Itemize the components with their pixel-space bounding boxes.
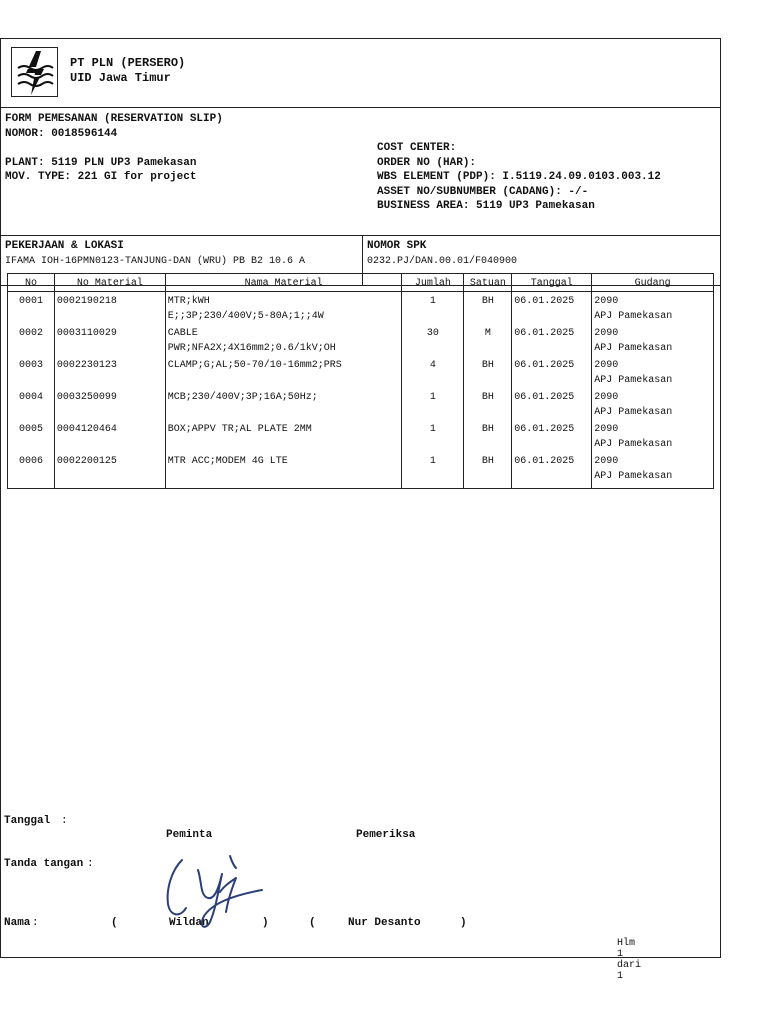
tanggal-colon: : bbox=[61, 815, 68, 827]
document-header bbox=[1, 39, 720, 108]
row-quantity: 4 bbox=[402, 356, 464, 388]
open-paren-peminta: ( bbox=[111, 917, 118, 929]
row-material-name bbox=[165, 292, 402, 325]
material-name-line: PWR;NFA2X;4X16mm2;0.6/1kV;OH bbox=[167, 343, 336, 354]
movement-type-field: MOV. TYPE: 221 GI for project bbox=[5, 171, 197, 183]
warehouse-code: 2090 bbox=[594, 392, 619, 403]
tanda-tangan-label: Tanda tangan bbox=[4, 858, 84, 870]
row-unit: BH bbox=[464, 356, 512, 388]
spk-block bbox=[367, 239, 517, 269]
row-material-no: 0003110029 bbox=[54, 324, 165, 356]
row-material-name bbox=[165, 356, 402, 388]
column-header-warehouse: Gudang bbox=[592, 274, 714, 292]
row-no: 0002 bbox=[8, 324, 55, 356]
nama-colon: : bbox=[32, 917, 39, 929]
nama-label: Nama bbox=[4, 917, 31, 929]
open-paren-pemeriksa: ( bbox=[309, 917, 316, 929]
reservation-number: NOMOR: 0018596144 bbox=[5, 127, 118, 140]
order-no-field: ORDER NO (HAR): bbox=[377, 156, 477, 169]
table-row bbox=[8, 324, 714, 356]
pemeriksa-label: Pemeriksa bbox=[356, 829, 416, 841]
row-no: 0006 bbox=[8, 452, 55, 488]
peminta-name: Wildan bbox=[169, 917, 209, 929]
row-no: 0001 bbox=[8, 292, 55, 325]
material-name-line: BOX;APPV TR;AL PLATE 2MM bbox=[167, 424, 312, 435]
row-date: 06.01.2025 bbox=[512, 420, 592, 452]
material-name-line: E;;3P;230/400V;5-80A;1;;4W bbox=[167, 311, 324, 322]
form-title: FORM PEMESANAN (RESERVATION SLIP) bbox=[5, 113, 223, 125]
close-paren-peminta: ) bbox=[262, 917, 269, 929]
warehouse-name: APJ Pamekasan bbox=[594, 311, 673, 322]
row-no: 0004 bbox=[8, 388, 55, 420]
row-material-name bbox=[165, 324, 402, 356]
column-header-date: Tanggal bbox=[512, 274, 592, 292]
row-unit: BH bbox=[464, 420, 512, 452]
row-warehouse bbox=[592, 324, 714, 356]
peminta-label: Peminta bbox=[166, 829, 213, 841]
column-header-material-no: No Material bbox=[54, 274, 165, 292]
table-row bbox=[8, 356, 714, 388]
row-date: 06.01.2025 bbox=[512, 356, 592, 388]
column-header-quantity: Jumlah bbox=[402, 274, 464, 292]
row-unit: BH bbox=[464, 452, 512, 488]
row-warehouse bbox=[592, 420, 714, 452]
row-unit: M bbox=[464, 324, 512, 356]
material-name-line: MTR ACC;MODEM 4G LTE bbox=[167, 456, 288, 467]
row-material-name bbox=[165, 388, 402, 420]
row-warehouse bbox=[592, 356, 714, 388]
close-paren-pemeriksa: ) bbox=[460, 917, 467, 929]
work-location-label: PEKERJAAN & LOKASI bbox=[5, 240, 124, 252]
warehouse-code: 2090 bbox=[594, 296, 619, 307]
column-header-material-name: Nama Material bbox=[165, 274, 402, 292]
row-material-name bbox=[165, 420, 402, 452]
warehouse-name: APJ Pamekasan bbox=[594, 343, 673, 354]
reservation-slip-document bbox=[0, 38, 721, 958]
table-row bbox=[8, 420, 714, 452]
tanda-tangan-colon: : bbox=[87, 858, 94, 870]
row-material-no: 0002200125 bbox=[54, 452, 165, 488]
spk-value: 0232.PJ/DAN.00.01/F040900 bbox=[367, 256, 518, 267]
table-header-row bbox=[8, 274, 714, 292]
table-row bbox=[8, 292, 714, 325]
row-material-no: 0002230123 bbox=[54, 356, 165, 388]
plant-field: PLANT: 5119 PLN UP3 Pamekasan bbox=[5, 156, 197, 169]
row-quantity: 30 bbox=[402, 324, 464, 356]
table-row bbox=[8, 452, 714, 488]
warehouse-name: APJ Pamekasan bbox=[594, 407, 673, 418]
work-location-block bbox=[5, 239, 305, 269]
material-name-line: CLAMP;G;AL;50-70/10-16mm2;PRS bbox=[167, 360, 342, 371]
row-unit: BH bbox=[464, 292, 512, 325]
tanggal-label: Tanggal bbox=[4, 815, 51, 827]
pemeriksa-name: Nur Desanto bbox=[348, 917, 421, 929]
row-quantity: 1 bbox=[402, 420, 464, 452]
slip-info-right bbox=[377, 141, 661, 214]
slip-info-section bbox=[1, 108, 720, 236]
handwritten-signature-icon bbox=[158, 852, 268, 932]
page-number: Hlm 1 dari 1 bbox=[617, 938, 642, 982]
column-header-unit: Satuan bbox=[464, 274, 512, 292]
row-date: 06.01.2025 bbox=[512, 452, 592, 488]
wbs-element-field: WBS ELEMENT (PDP): I.5119.24.09.0103.003.12 bbox=[377, 171, 661, 183]
row-warehouse bbox=[592, 452, 714, 488]
row-no: 0003 bbox=[8, 356, 55, 388]
asset-no-field: ASSET NO/SUBNUMBER (CADANG): -/- bbox=[377, 185, 589, 198]
row-material-no: 0004120464 bbox=[54, 420, 165, 452]
row-quantity: 1 bbox=[402, 292, 464, 325]
row-material-no: 0003250099 bbox=[54, 388, 165, 420]
row-quantity: 1 bbox=[402, 388, 464, 420]
warehouse-code: 2090 bbox=[594, 456, 619, 467]
company-block bbox=[70, 56, 185, 86]
warehouse-name: APJ Pamekasan bbox=[594, 439, 673, 450]
row-date: 06.01.2025 bbox=[512, 292, 592, 325]
material-name-line: MCB;230/400V;3P;16A;50Hz; bbox=[167, 392, 318, 403]
business-area-field: BUSINESS AREA: 5119 UP3 Pamekasan bbox=[377, 200, 595, 212]
row-material-name bbox=[165, 452, 402, 488]
column-header-no: No bbox=[8, 274, 55, 292]
cost-center-field: COST CENTER: bbox=[377, 142, 457, 154]
row-date: 06.01.2025 bbox=[512, 324, 592, 356]
company-unit: UID Jawa Timur bbox=[70, 71, 171, 85]
pln-logo-icon bbox=[11, 47, 58, 97]
material-table bbox=[7, 273, 714, 489]
warehouse-name: APJ Pamekasan bbox=[594, 375, 673, 386]
company-name: PT PLN (PERSERO) bbox=[70, 56, 186, 70]
warehouse-name: APJ Pamekasan bbox=[594, 471, 673, 482]
warehouse-code: 2090 bbox=[594, 328, 619, 339]
row-quantity: 1 bbox=[402, 452, 464, 488]
spk-label: NOMOR SPK bbox=[367, 240, 427, 252]
row-no: 0005 bbox=[8, 420, 55, 452]
row-material-no: 0002190218 bbox=[54, 292, 165, 325]
slip-info-left bbox=[5, 112, 223, 185]
row-date: 06.01.2025 bbox=[512, 388, 592, 420]
row-unit: BH bbox=[464, 388, 512, 420]
table-row bbox=[8, 388, 714, 420]
row-warehouse bbox=[592, 388, 714, 420]
material-name-line: MTR;kWH bbox=[167, 296, 210, 307]
warehouse-code: 2090 bbox=[594, 424, 619, 435]
warehouse-code: 2090 bbox=[594, 360, 619, 371]
work-location-value: IFAMA IOH-16PMN0123-TANJUNG-DAN (WRU) PB B2 10.6 A bbox=[5, 256, 306, 267]
material-name-line: CABLE bbox=[167, 328, 198, 339]
row-warehouse bbox=[592, 292, 714, 325]
